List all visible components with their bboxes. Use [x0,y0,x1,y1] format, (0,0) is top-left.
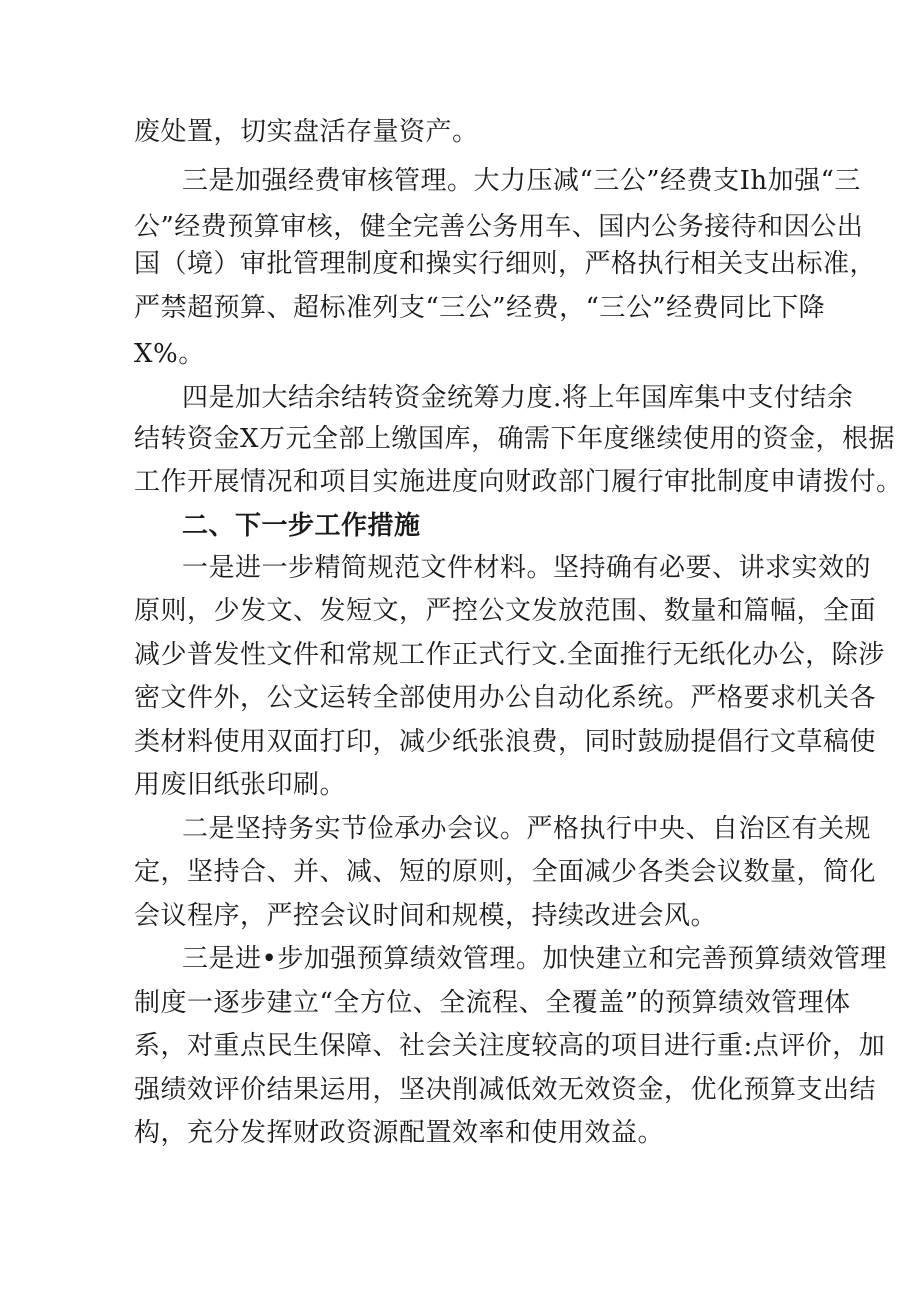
text-line: 定，坚持合、并、减、短的原则，全面减少各类会议数量，简化 [134,857,877,887]
text-line: 结转资金X万元全部上缴国库，确需下年度继续使用的资金，根据 [134,424,896,454]
text-line: 类材料使用双面打印，减少纸张浪费，同时鼓励提倡行文草稿使 [134,727,877,757]
text-line: 构，充分发挥财政资源配置效率和使用效益。 [134,1118,665,1148]
section-heading: 二、下一步工作措施 [182,511,421,541]
text-line: 原则，少发文、发短文，严控公文发放范围、数量和篇幅，全面 [134,596,877,626]
text-line: 公”经费预算审核，健全完善公务用车、国内公务接待和因公出 [134,212,864,242]
text-line: 制度一逐步建立“全方位、全流程、全覆盖”的预算绩效管理体 [134,988,851,1018]
text-line: 密文件外，公文运转全部使用办公自动化系统。严格要求机关各 [134,683,877,713]
text-line: 三是进•步加强预算绩效管理。加快建立和完善预算绩效管理 [182,944,887,974]
text-line: 严禁超预算、超标准列支“三公”经费，“三公”经费同比下降 [134,293,826,323]
text-line: 工作开展情况和项目实施进度向财政部门履行审批制度申请拨付。 [134,467,903,497]
text-line: 四是加大结余结转资金统筹力度.将上年国库集中支付结余 [182,383,854,413]
text-line: 会议程序，严控会议时间和规模，持续改进会风。 [134,901,718,931]
text-line: 二是坚持务实节俭承办会议。严格执行中央、自治区有关规 [182,814,872,844]
text-line: 强绩效评价结果运用，坚决削减低效无效资金，优化预算支出结 [134,1075,877,1105]
text-line: X%。 [134,339,205,369]
text-line: 一是进一步精简规范文件材料。坚持确有必要、讲求实效的 [182,553,872,583]
text-line: 三是加强经费审核管理。大力压减“三公”经费支Ih加强“三 [182,166,861,196]
text-line: 用废旧纸张印刷。 [134,770,347,800]
text-line: 系，对重点民生保障、社会关注度较高的项目进行重:点评价，加 [134,1031,886,1061]
text-line: 国（境）审批管理制度和操实行细则，严格执行相关支出标准， [134,249,877,279]
text-line: 废处置，切实盘活存量资产。 [134,117,479,147]
text-line: 减少普发性文件和常规工作正式行文.全面推行无纸化办公，除涉 [134,640,885,670]
